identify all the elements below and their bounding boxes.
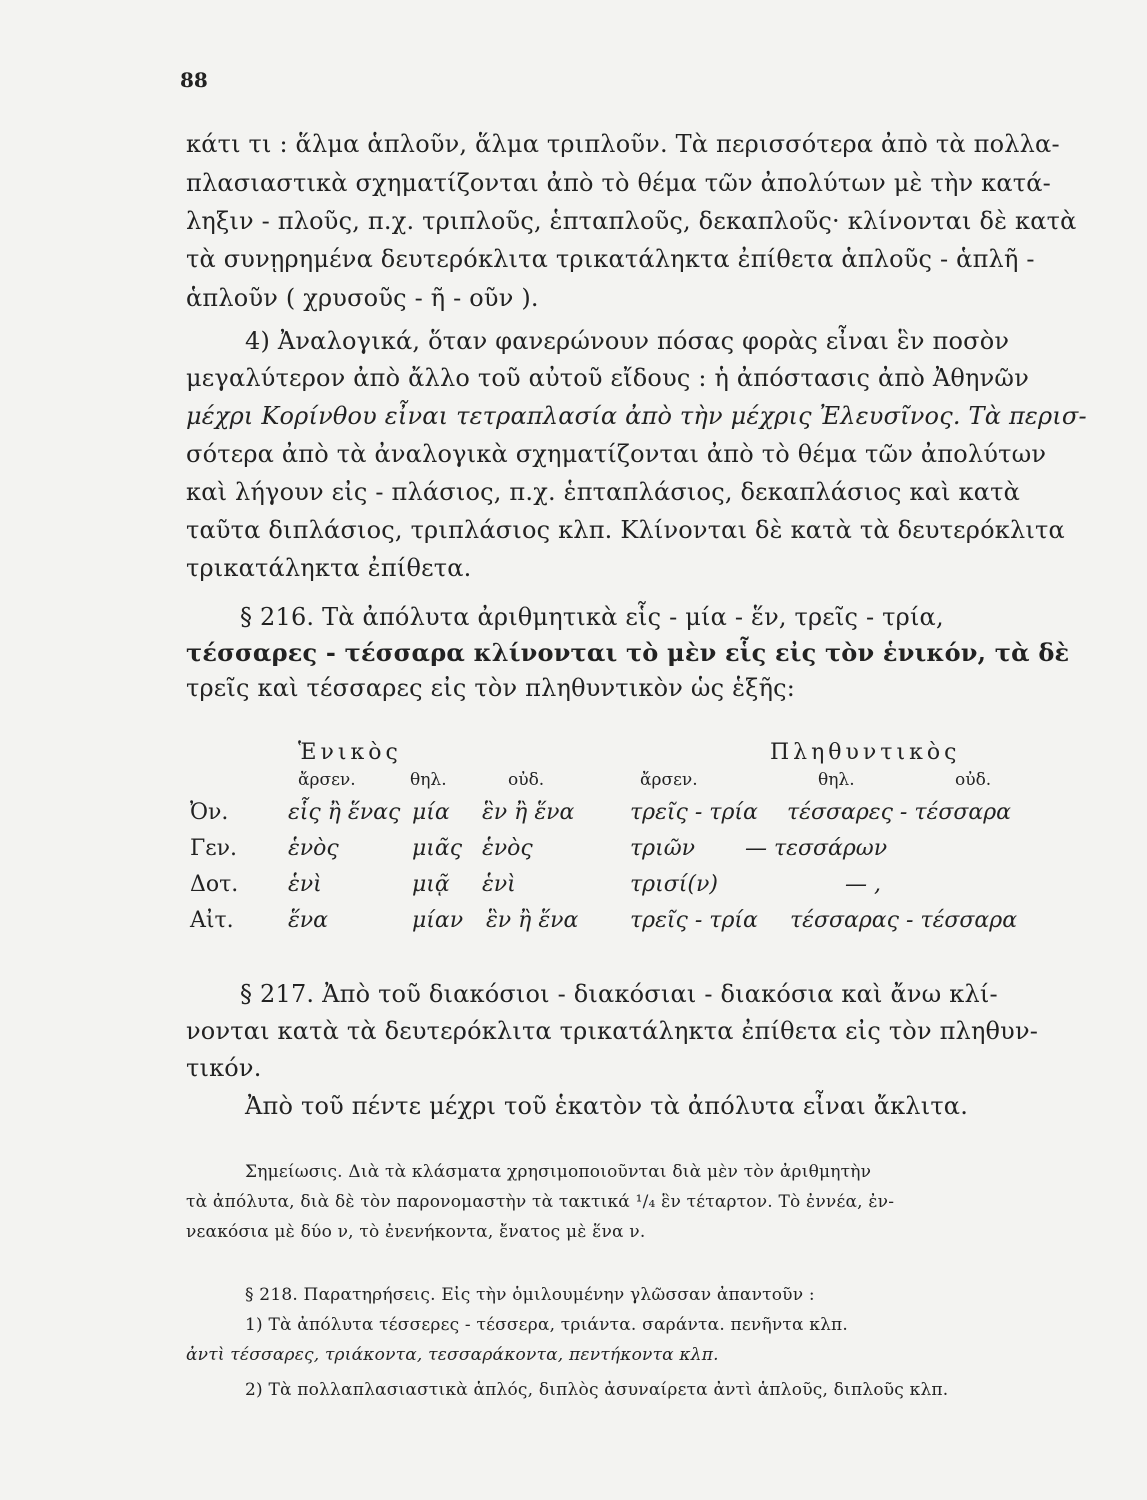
text-line: μέχρι Κορίνθου εἶναι τετραπλασία ἀπὸ τὴν μέχρις Ἐλευσῖνος. Τὰ περισ- bbox=[186, 402, 1087, 430]
section-218-line: § 218. Παρατηρήσεις. Εἰς τὴν ὁμιλουμένην γλῶσσαν ἀπαντοῦν : bbox=[245, 1285, 815, 1305]
table-cell: τέσσαρας - τέσσαρα bbox=[790, 908, 1018, 933]
text-line: νονται κατὰ τὰ δευτερόκλιτα τρικατάληκτα ἐπίθετα εἰς τὸν πληθυν- bbox=[186, 1017, 1039, 1045]
section-217-line: § 217. Ἀπὸ τοῦ διακόσιοι - διακόσιαι - διακόσια καὶ ἄνω κλί- bbox=[240, 980, 998, 1008]
case-label: Αἰτ. bbox=[190, 908, 234, 933]
text-line: τρεῖς καὶ τέσσαρες εἰς τὸν πληθυντικὸν ὡς ἑξῆς: bbox=[186, 674, 796, 702]
text-line: σότερα ἀπὸ τὰ ἀναλογικὰ σχηματίζονται ἀπὸ τὸ θέμα τῶν ἀπολύτων bbox=[186, 440, 1047, 468]
gender-label: θηλ. bbox=[410, 770, 447, 790]
section-216-line: § 216. Τὰ ἀπόλυτα ἀριθμητικὰ εἷς - μία - ἕν, τρεῖς - τρία, bbox=[240, 603, 944, 631]
table-cell: τριῶν bbox=[630, 836, 696, 861]
text-line: ἁπλοῦν ( χρυσοῦς - ῆ - οῦν ). bbox=[186, 284, 539, 312]
text-line: Ἀπὸ τοῦ πέντε μέχρι τοῦ ἑκατὸν τὰ ἀπόλυτα εἶναι ἄκλιτα. bbox=[245, 1092, 969, 1120]
table-cell: ἑνὶ bbox=[288, 872, 322, 897]
text-line: τὰ συνῃρημένα δευτερόκλιτα τρικατάληκτα ἐπίθετα ἁπλοῦς - ἁπλῆ - bbox=[186, 245, 1035, 273]
table-cell: ἑνὸς bbox=[482, 836, 533, 861]
table-cell: ἓν ἢ ἕνα bbox=[482, 800, 575, 825]
note-line: τὰ ἀπόλυτα, διὰ δὲ τὸν παρονομαστὴν τὰ τακτικά ¹/₄ ἓν τέταρτον. Τὸ ἐννέα, ἐν- bbox=[186, 1192, 895, 1212]
singular-header: Ἑνικὸς bbox=[298, 740, 402, 765]
table-cell: τρισί(ν) bbox=[630, 872, 718, 897]
case-label: Δοτ. bbox=[190, 872, 239, 897]
table-cell: τρεῖς - τρία bbox=[630, 908, 758, 933]
table-cell: μία bbox=[412, 800, 450, 825]
text-line: τέσσαρες - τέσσαρα κλίνονται τὸ μὲν εἷς εἰς τὸν ἑνικόν, τὰ δὲ bbox=[186, 638, 1070, 667]
text-line: τικόν. bbox=[186, 1054, 262, 1082]
text-line: πλασιαστικὰ σχηματίζονται ἀπὸ τὸ θέμα τῶν ἀπολύτων μὲ τὴν κατά- bbox=[186, 169, 1051, 197]
text-line: καὶ λήγουν εἰς - πλάσιος, π.χ. ἑπταπλάσιος, δεκαπλάσιος καὶ κατὰ bbox=[186, 478, 1021, 506]
note-line: Σημείωσις. Διὰ τὰ κλάσματα χρησιμοποιοῦνται διὰ μὲν τὸν ἀριθμητὴν bbox=[245, 1162, 872, 1182]
table-cell: — , bbox=[845, 872, 881, 897]
text-line: 4) Ἀναλογικά, ὅταν φανερώνουν πόσας φορὰς εἶναι ἓν ποσὸν bbox=[245, 327, 1010, 355]
text-line: τρικατάληκτα ἐπίθετα. bbox=[186, 554, 472, 582]
text-line: ληξιν - πλοῦς, π.χ. τριπλοῦς, ἑπταπλοῦς, δεκαπλοῦς· κλίνονται δὲ κατὰ bbox=[186, 207, 1077, 235]
table-cell: ἑνὸς bbox=[288, 836, 339, 861]
table-cell: μίαν bbox=[412, 908, 464, 933]
case-label: Ὀν. bbox=[190, 800, 229, 825]
table-cell: τρεῖς - τρία bbox=[630, 800, 758, 825]
note-line: 1) Τὰ ἀπόλυτα τέσσερες - τέσσερα, τριάντα. σαράντα. πενῆντα κλπ. bbox=[245, 1315, 849, 1335]
case-label: Γεν. bbox=[190, 836, 238, 861]
gender-label: θηλ. bbox=[818, 770, 855, 790]
text-line: ταῦτα διπλάσιος, τριπλάσιος κλπ. Κλίνονται δὲ κατὰ τὰ δευτερόκλιτα bbox=[186, 516, 1065, 544]
page-number: 88 bbox=[180, 68, 208, 92]
table-cell: εἷς ἢ ἕνας bbox=[288, 800, 401, 825]
gender-label: ἄρσεν. bbox=[298, 770, 356, 790]
text-line: μεγαλύτερον ἀπὸ ἄλλο τοῦ αὐτοῦ εἴδους : ἡ ἀπόστασις ἀπὸ Ἀθηνῶν bbox=[186, 364, 1029, 392]
note-line: 2) Τὰ πολλαπλασιαστικὰ ἁπλός, διπλὸς ἀσυναίρετα ἀντὶ ἁπλοῦς, διπλοῦς κλπ. bbox=[245, 1380, 949, 1400]
gender-label: οὐδ. bbox=[955, 770, 992, 790]
table-cell: — τεσσάρων bbox=[745, 836, 888, 861]
table-cell: ἓν ἢ ἕνα bbox=[486, 908, 579, 933]
gender-label: ἄρσεν. bbox=[640, 770, 698, 790]
table-cell: ἕνα bbox=[288, 908, 329, 933]
table-cell: τέσσαρες - τέσσαρα bbox=[787, 800, 1012, 825]
table-cell: μιᾶς bbox=[412, 836, 463, 861]
note-line: νεακόσια μὲ δύο ν, τὸ ἐνενήκοντα, ἔνατος μὲ ἕνα ν. bbox=[186, 1222, 646, 1242]
note-line: ἀντὶ τέσσαρες, τριάκοντα, τεσσαράκοντα, πεντήκοντα κλπ. bbox=[186, 1345, 719, 1365]
table-cell: ἑνὶ bbox=[482, 872, 516, 897]
plural-header: Πληθυντικὸς bbox=[770, 740, 961, 765]
gender-label: οὐδ. bbox=[508, 770, 545, 790]
text-line: κάτι τι : ἅλμα ἁπλοῦν, ἅλμα τριπλοῦν. Τὰ περισσότερα ἀπὸ τὰ πολλα- bbox=[186, 130, 1060, 158]
table-cell: μιᾷ bbox=[412, 872, 450, 897]
